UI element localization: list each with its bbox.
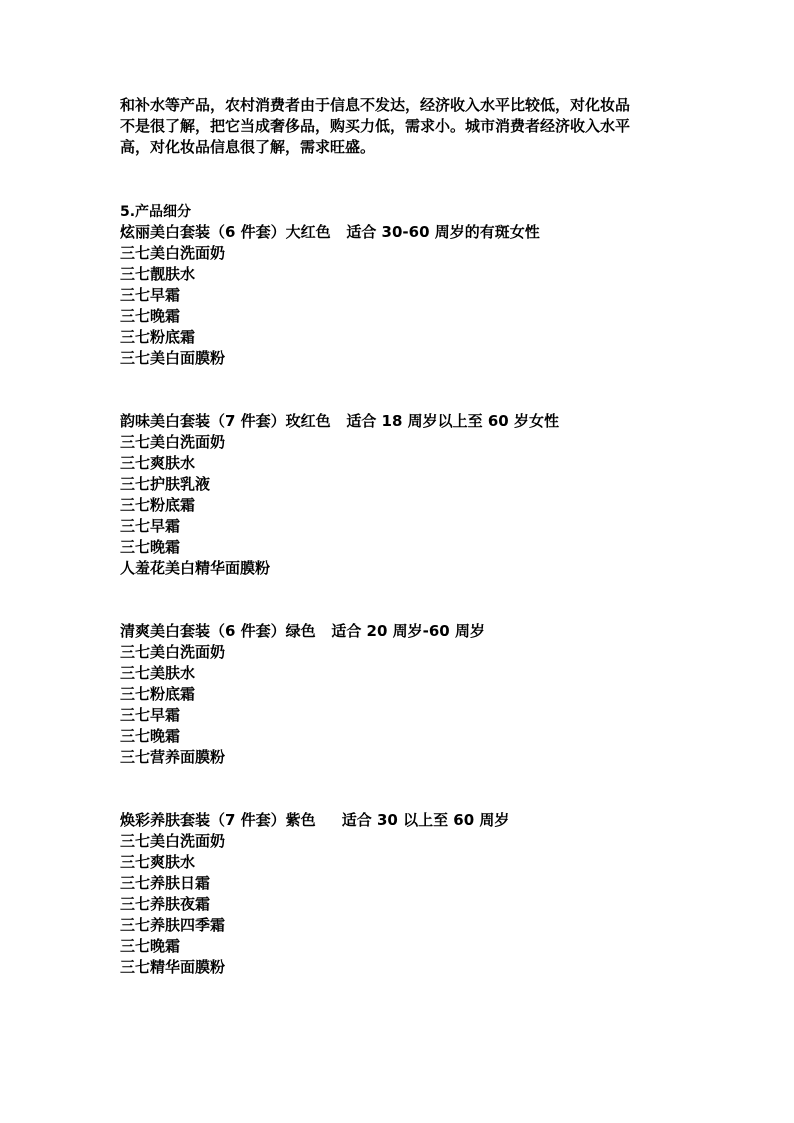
product-item: 三七粉底霜 (120, 685, 196, 703)
product-set-1 (120, 222, 680, 369)
product-item: 三七养肤四季霜 (120, 916, 226, 934)
product-item: 三七粉底霜 (120, 328, 196, 346)
intro-line: 和补水等产品，农村消费者由于信息不发达，经济收入水平比较低，对化妆品 (120, 96, 631, 114)
spacer (120, 158, 680, 202)
spacer (120, 579, 680, 621)
intro-line: 高，对化妆品信息很了解，需求旺盛。 (120, 138, 376, 156)
product-item: 三七早霜 (120, 706, 181, 724)
intro-line: 不是很了解，把它当成奢侈品，购买力低，需求小。城市消费者经济收入水平 (120, 117, 631, 135)
section-heading: 5.产品细分 (120, 204, 192, 220)
product-set-title: 韵味美白套装（7 件套）玫红色 适合 18 周岁以上至 60 岁女性 (120, 412, 559, 430)
product-item: 三七粉底霜 (120, 496, 196, 514)
product-item: 三七护肤乳液 (120, 475, 211, 493)
product-item: 三七靓肤水 (120, 265, 196, 283)
product-item: 三七精华面膜粉 (120, 958, 226, 976)
product-item: 三七爽肤水 (120, 454, 196, 472)
product-item: 三七晚霜 (120, 538, 181, 556)
product-item: 三七美白洗面奶 (120, 244, 226, 262)
product-item: 人羞花美白精华面膜粉 (120, 559, 271, 577)
product-item: 三七爽肤水 (120, 853, 196, 871)
product-item: 三七早霜 (120, 517, 181, 535)
document-page (120, 95, 680, 978)
product-item: 三七养肤日霜 (120, 874, 211, 892)
product-item: 三七晚霜 (120, 307, 181, 325)
product-item: 三七晚霜 (120, 727, 181, 745)
product-item: 三七营养面膜粉 (120, 748, 226, 766)
product-item: 三七美肤水 (120, 664, 196, 682)
product-set-3 (120, 621, 680, 768)
product-set-4 (120, 810, 680, 978)
product-item: 三七美白洗面奶 (120, 433, 226, 451)
product-item: 三七美白洗面奶 (120, 643, 226, 661)
product-item: 三七美白洗面奶 (120, 832, 226, 850)
product-item: 三七美白面膜粉 (120, 349, 226, 367)
product-item: 三七早霜 (120, 286, 181, 304)
product-set-title: 焕彩养肤套装（7 件套）紫色 适合 30 以上至 60 周岁 (120, 811, 510, 829)
product-set-title: 炫丽美白套装（6 件套）大红色 适合 30-60 周岁的有斑女性 (120, 223, 540, 241)
spacer (120, 369, 680, 411)
product-item: 三七养肤夜霜 (120, 895, 211, 913)
spacer (120, 768, 680, 810)
product-item: 三七晚霜 (120, 937, 181, 955)
product-set-2 (120, 411, 680, 579)
product-set-title: 清爽美白套装（6 件套）绿色 适合 20 周岁-60 周岁 (120, 622, 485, 640)
